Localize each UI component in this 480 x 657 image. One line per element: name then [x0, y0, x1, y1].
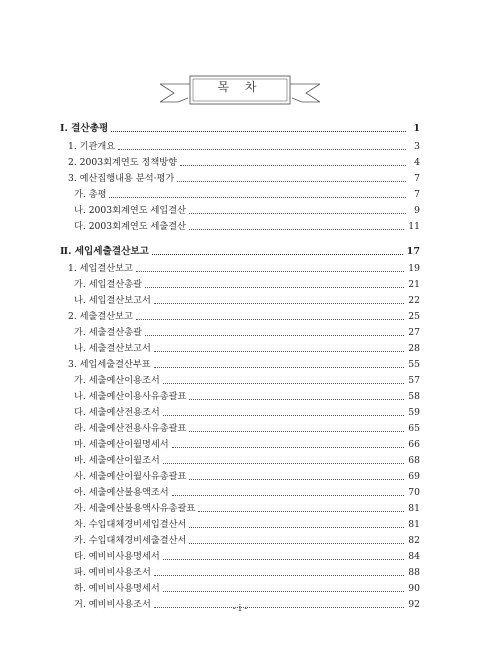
toc-entry-page: 66	[408, 439, 420, 450]
toc-leader-dots	[111, 131, 406, 132]
toc-entry-label: 바. 세출예산이월조서	[74, 455, 160, 466]
toc-entry[interactable]	[74, 469, 420, 483]
toc-entry[interactable]	[74, 187, 420, 201]
toc-entry-page: 82	[408, 535, 420, 546]
toc-leader-dots	[152, 254, 403, 255]
toc-leader-dots	[109, 197, 406, 198]
toc-entry[interactable]	[60, 244, 420, 258]
toc-leader-dots	[189, 527, 404, 528]
toc-entry-page: 68	[408, 455, 420, 466]
toc-leader-dots	[163, 463, 405, 464]
toc-leader-dots	[163, 383, 405, 384]
toc-leader-dots	[118, 149, 406, 150]
toc-entry-label: 가. 세출예산이용조서	[74, 375, 160, 386]
toc-entry[interactable]	[74, 219, 420, 233]
toc-entry[interactable]	[74, 421, 420, 435]
toc-entry-label: 차. 수입대체경비세입결산서	[74, 519, 187, 530]
toc-leader-dots	[189, 543, 404, 544]
toc-leader-dots	[163, 415, 405, 416]
toc-entry[interactable]	[74, 517, 420, 531]
toc-leader-dots	[145, 287, 404, 288]
toc-entry[interactable]	[74, 549, 420, 563]
toc-entry[interactable]	[74, 437, 420, 451]
toc-leader-dots	[154, 303, 404, 304]
toc-leader-dots	[136, 319, 404, 320]
page-title	[0, 78, 480, 95]
toc-entry[interactable]	[74, 533, 420, 547]
toc-leader-dots	[189, 431, 404, 432]
toc-leader-dots	[189, 399, 404, 400]
toc-leader-dots	[189, 213, 406, 214]
toc-entry[interactable]	[68, 357, 420, 371]
toc-entry[interactable]	[68, 171, 420, 185]
toc-entry-page: 84	[408, 551, 420, 562]
toc-entry-label: 가. 세출결산총괄	[74, 327, 142, 338]
toc-entry-page: 27	[408, 327, 420, 338]
toc-entry-page: 90	[408, 583, 420, 594]
toc-entry[interactable]	[74, 581, 420, 595]
toc-entry-label: 3. 예산집행내용 분석·평가	[68, 173, 175, 184]
toc-entry[interactable]	[74, 277, 420, 291]
toc-entry-page: 7	[414, 173, 420, 184]
toc-entry-label: 나. 세출결산보고서	[74, 343, 151, 354]
toc-leader-dots	[154, 575, 404, 576]
toc-entry-page: 3	[414, 141, 420, 152]
toc-entry-page: 69	[408, 471, 420, 482]
toc-entry-label: 카. 수입대체경비세출결산서	[74, 535, 187, 546]
toc-entry[interactable]	[74, 565, 420, 579]
toc-entry-label: Ⅱ. 세입세출결산보고	[60, 246, 149, 257]
toc-entry-page: 17	[406, 246, 420, 257]
toc-entry-label: 라. 세출예산전용사유총괄표	[74, 423, 187, 434]
toc-entry-label: 거. 예비비사용조서	[74, 599, 151, 610]
toc-entry[interactable]	[74, 203, 420, 217]
toc-entry-page: 70	[408, 487, 420, 498]
toc-entry-page: 9	[414, 205, 420, 216]
toc-entry-label: 자. 세출예산불용액사유총괄표	[74, 503, 196, 514]
toc-entry-page: 81	[408, 519, 420, 530]
toc-leader-dots	[172, 495, 405, 496]
toc-entry-label: 아. 세출예산불용액조서	[74, 487, 169, 498]
toc-leader-dots	[180, 165, 406, 166]
toc-entry-label: 다. 2003회계연도 세출결산	[74, 221, 187, 232]
toc-leader-dots	[172, 447, 405, 448]
toc-leader-dots	[189, 479, 404, 480]
toc-entry-label: 2. 세출결산보고	[68, 311, 133, 322]
toc-leader-dots	[163, 559, 405, 560]
toc-entry-page: 21	[408, 279, 420, 290]
toc-entry-label: 타. 예비비사용명세서	[74, 551, 160, 562]
toc-entry-label: 가. 세입결산총괄	[74, 279, 142, 290]
toc-entry[interactable]	[74, 453, 420, 467]
toc-entry[interactable]	[74, 405, 420, 419]
toc-leader-dots	[154, 367, 405, 368]
toc-leader-dots	[177, 181, 406, 182]
toc-entry-label: Ⅰ. 결산총평	[60, 123, 109, 134]
toc-leader-dots	[163, 591, 405, 592]
toc-entry-page: 65	[408, 423, 420, 434]
page-title-text: 목 차	[217, 80, 263, 94]
toc-entry-label: 1. 기관개요	[68, 141, 116, 152]
toc-entry-label: 2. 2003회계연도 정책방향	[68, 157, 177, 168]
toc-entry-page: 25	[408, 311, 420, 322]
toc-entry-page: 59	[408, 407, 420, 418]
toc-entry-page: 19	[408, 263, 420, 274]
toc-entry-page: 57	[408, 375, 420, 386]
toc-entry-page: 55	[408, 359, 420, 370]
toc-entry[interactable]	[60, 121, 420, 135]
toc-entry[interactable]	[74, 341, 420, 355]
toc-entry-label: 마. 세출예산이월명세서	[74, 439, 169, 450]
toc-entry[interactable]	[68, 155, 420, 169]
toc-entry[interactable]	[74, 389, 420, 403]
toc-leader-dots	[198, 511, 404, 512]
toc-entry[interactable]	[74, 501, 420, 515]
toc-leader-dots	[136, 271, 404, 272]
toc-entry-page: 58	[408, 391, 420, 402]
toc-entry-page: 81	[408, 503, 420, 514]
toc-entry-label: 가. 총평	[74, 189, 107, 200]
toc-entry-label: 3. 세입세출결산부표	[68, 359, 151, 370]
page-number-footer: - i -	[232, 604, 248, 614]
toc-entry-label: 하. 예비비사용명세서	[74, 583, 160, 594]
toc-entry-label: 나. 세출예산이용사유총괄표	[74, 391, 187, 402]
toc-entry[interactable]	[74, 373, 420, 387]
toc-entry-page: 22	[408, 295, 420, 306]
toc-entry[interactable]	[68, 261, 420, 275]
toc-entry-label: 사. 세출예산이월사유총괄표	[74, 471, 187, 482]
toc-entry-page: 4	[414, 157, 420, 168]
toc-entry-page: 7	[414, 189, 420, 200]
toc-entry[interactable]	[74, 325, 420, 339]
toc-entry[interactable]	[68, 139, 420, 153]
toc-entry-label: 1. 세입결산보고	[68, 263, 133, 274]
toc-entry-page: 88	[408, 567, 420, 578]
toc-entry-page: 1	[413, 123, 420, 134]
toc-entry[interactable]	[74, 485, 420, 499]
toc-entry-page: 11	[408, 221, 420, 232]
toc-entry-label: 나. 2003회계연도 세입결산	[74, 205, 187, 216]
toc-leader-dots	[189, 229, 404, 230]
toc-entry-page: 28	[408, 343, 420, 354]
toc-entry-page: 92	[408, 599, 420, 610]
toc-entry[interactable]	[68, 309, 420, 323]
toc-entry-label: 나. 세입결산보고서	[74, 295, 151, 306]
toc-leader-dots	[154, 351, 404, 352]
toc-entry-label: 파. 예비비사용조서	[74, 567, 151, 578]
toc-entry[interactable]	[74, 293, 420, 307]
toc-entry-label: 다. 세출예산전용조서	[74, 407, 160, 418]
toc-leader-dots	[145, 335, 404, 336]
